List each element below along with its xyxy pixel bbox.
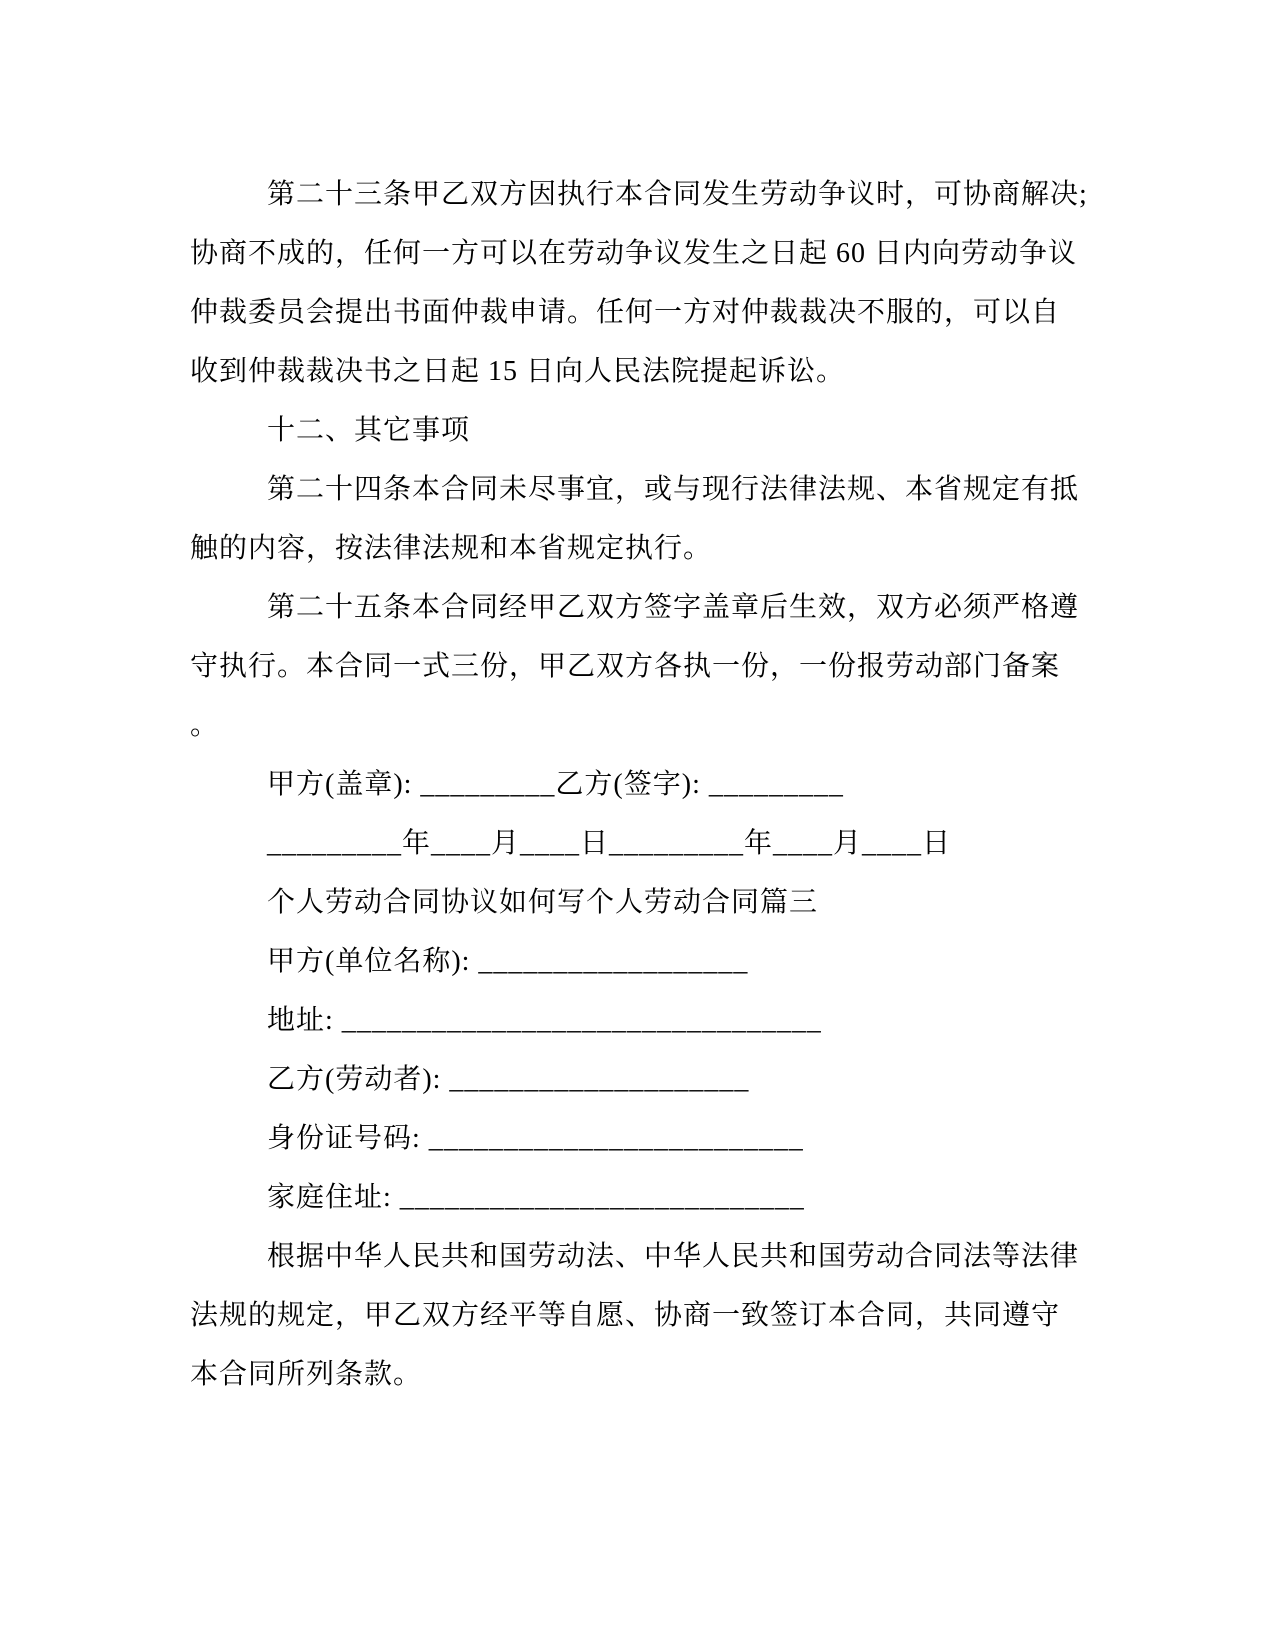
line-text: 本合同所列条款。 (190, 1359, 423, 1390)
line-text: 触的内容，按法律法规和本省规定执行。 (190, 533, 713, 564)
document-line (190, 1109, 1245, 1168)
document-line (190, 224, 1245, 283)
line-text: 仲裁委员会提出书面仲裁申请。任何一方对仲裁裁决不服的，可以自 (190, 297, 1061, 328)
document-line (190, 637, 1245, 696)
document-line (190, 873, 1245, 932)
line-text: _________年____月____日_________年____月____日 (267, 828, 952, 859)
document-line (190, 1227, 1245, 1286)
line-text: 十二、其它事项 (267, 415, 471, 446)
line-text: 身份证号码: _________________________ (267, 1123, 804, 1154)
document-line (190, 1168, 1245, 1227)
line-text: 法规的规定，甲乙双方经平等自愿、协商一致签订本合同，共同遵守 (190, 1300, 1061, 1331)
document-line (190, 932, 1245, 991)
document-line (190, 1050, 1245, 1109)
document-line (190, 342, 1245, 401)
line-text: 个人劳动合同协议如何写个人劳动合同篇三 (267, 887, 819, 918)
line-text: 第二十五条本合同经甲乙双方签字盖章后生效，双方必须严格遵 (267, 592, 1080, 623)
line-text: 根据中华人民共和国劳动法、中华人民共和国劳动合同法等法律 (267, 1241, 1080, 1272)
document-line (190, 755, 1245, 814)
line-text: 地址: ________________________________ (267, 1005, 822, 1036)
line-text: 守执行。本合同一式三份，甲乙双方各执一份，一份报劳动部门备案 (190, 651, 1061, 682)
document-line (190, 814, 1245, 873)
line-text: 。 (190, 710, 220, 741)
line-text: 甲方(盖章): _________乙方(签字): _________ (267, 769, 844, 800)
document-line (190, 283, 1245, 342)
document-line (190, 519, 1245, 578)
document-line (190, 1286, 1245, 1345)
line-text: 家庭住址: ___________________________ (267, 1182, 805, 1213)
document-line (190, 1345, 1245, 1404)
line-text: 乙方(劳动者): ____________________ (267, 1064, 750, 1095)
document-line (190, 991, 1245, 1050)
document-line (190, 401, 1245, 460)
line-text: 收到仲裁裁决书之日起 15 日向人民法院提起诉讼。 (190, 356, 846, 387)
document-line (190, 165, 1245, 224)
document-line (190, 460, 1245, 519)
document-line (190, 696, 1245, 755)
document-body (190, 165, 1245, 1404)
line-text: 第二十四条本合同未尽事宜，或与现行法律法规、本省规定有抵 (267, 474, 1080, 505)
line-text: 第二十三条甲乙双方因执行本合同发生劳动争议时，可协商解决; (267, 179, 1088, 210)
document-line (190, 578, 1245, 637)
line-text: 协商不成的，任何一方可以在劳动争议发生之日起 60 日内向劳动争议 (190, 238, 1078, 269)
line-text: 甲方(单位名称): __________________ (267, 946, 749, 977)
